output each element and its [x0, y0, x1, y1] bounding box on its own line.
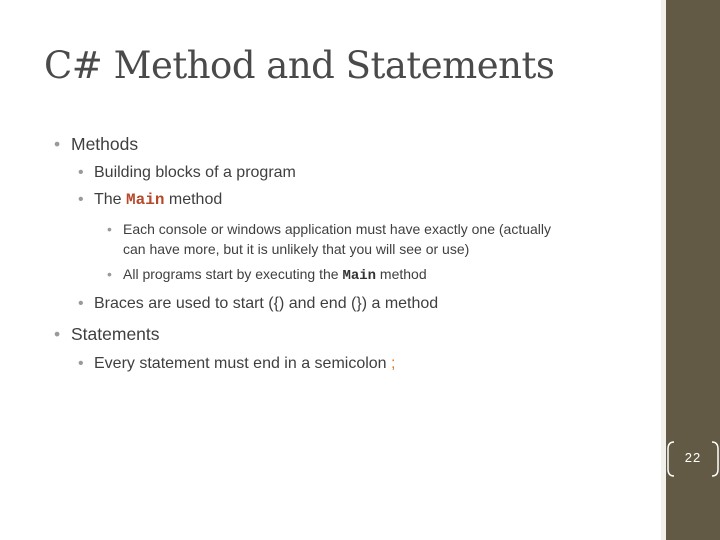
text-suffix: method [164, 191, 223, 208]
bullet-statements: Statements [71, 324, 160, 344]
bullet-console-line1: Each console or windows application must have exactly one (actually [123, 221, 552, 237]
semicolon-char: ; [391, 355, 396, 372]
code-main: Main [342, 268, 377, 284]
page-number: 22 [684, 450, 702, 465]
bullet: • [78, 355, 84, 372]
code-main: Main [126, 191, 165, 209]
text-prefix: All programs start by executing the [123, 266, 343, 282]
bullet-programs-start [123, 266, 427, 284]
bullet-main-method [94, 191, 222, 209]
bullet: • [54, 324, 61, 344]
page-number-frame [667, 441, 719, 477]
slide-title: C# Method and Statements [44, 44, 555, 87]
bullet: • [107, 221, 112, 237]
text-prefix: Every statement must end in a semicolon [94, 355, 392, 372]
bullet-methods: Methods [71, 134, 139, 154]
text-suffix: method [376, 266, 427, 282]
bullet: • [54, 134, 61, 154]
bullet-semicolon [94, 355, 395, 373]
text-prefix: The [94, 191, 127, 208]
bullet-console-line2: can have more, but it is unlikely that you will see or use) [123, 241, 470, 257]
bullet: • [78, 164, 84, 181]
bullet: • [78, 295, 84, 312]
bullet: • [78, 191, 84, 208]
bullet-building-blocks: Building blocks of a program [94, 164, 296, 181]
bullet: • [107, 266, 112, 282]
bullet-braces: Braces are used to start ({) and end (}) a method [94, 295, 439, 312]
